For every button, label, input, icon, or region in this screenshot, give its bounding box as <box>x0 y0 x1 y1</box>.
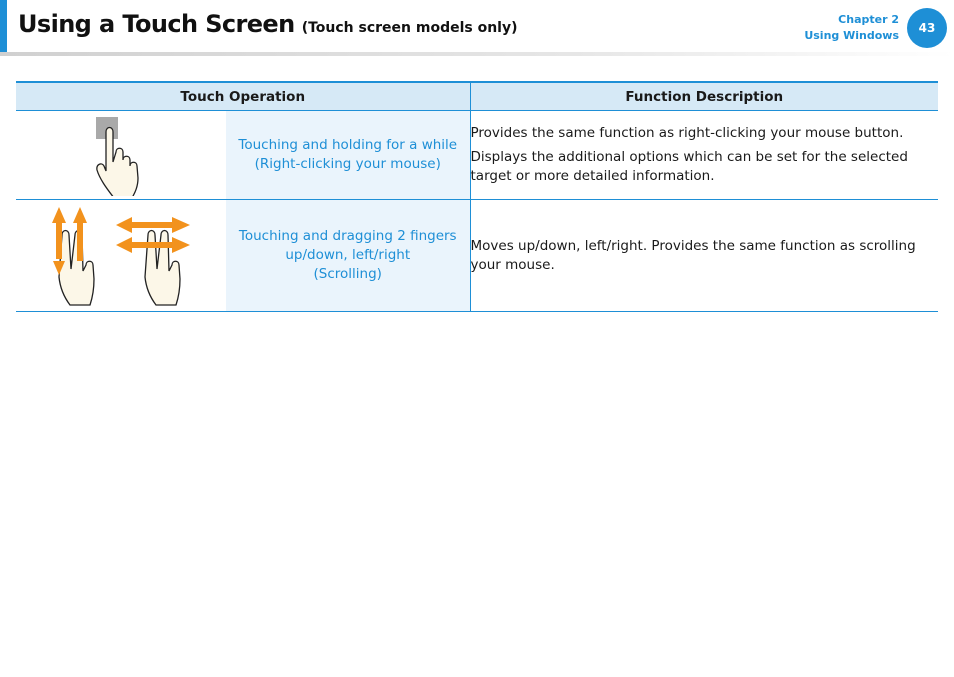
touch-operations-table <box>16 81 938 312</box>
operation-name-line: Touching and holding for a while <box>238 137 458 153</box>
operation-name-line: up/down, left/right <box>285 247 411 263</box>
page-number-badge: 43 <box>907 8 947 48</box>
operation-name-cell <box>226 111 470 200</box>
icon-cell <box>16 200 226 312</box>
icon-cell <box>16 111 226 200</box>
operation-name-cell <box>226 200 470 312</box>
title-block <box>18 10 518 38</box>
header-rule <box>0 52 954 56</box>
chapter-info <box>804 12 899 44</box>
description-cell <box>470 111 938 200</box>
touch-hold-hand-icon <box>92 116 162 196</box>
two-finger-drag-left-right-hand-icon <box>114 205 194 307</box>
header-accent-bar <box>0 0 7 52</box>
page-subtitle: (Touch screen models only) <box>301 20 518 36</box>
description-text: Moves up/down, left/right. Provides the same function as scrolling your mouse. <box>470 237 916 273</box>
description-text: Displays the additional options which can be set for the selected target or more detailed information. <box>470 149 908 184</box>
table-header-row <box>16 82 938 111</box>
chapter-name: Using Windows <box>804 29 899 42</box>
column-header-description: Function Description <box>470 82 938 111</box>
table-row <box>16 200 938 312</box>
table-row <box>16 111 938 200</box>
two-finger-drag-up-down-hand-icon <box>50 205 110 307</box>
page-title: Using a Touch Screen <box>18 10 295 38</box>
column-header-operation: Touch Operation <box>16 82 470 111</box>
operation-name-line: (Scrolling) <box>313 266 382 282</box>
operation-name-line: Touching and dragging 2 fingers <box>238 228 457 244</box>
description-cell <box>470 200 938 312</box>
chapter-label: Chapter 2 <box>838 13 899 26</box>
operation-name-line: (Right-clicking your mouse) <box>254 156 441 172</box>
page-header <box>0 0 954 60</box>
description-text: Provides the same function as right-clicking your mouse button. <box>470 125 904 141</box>
